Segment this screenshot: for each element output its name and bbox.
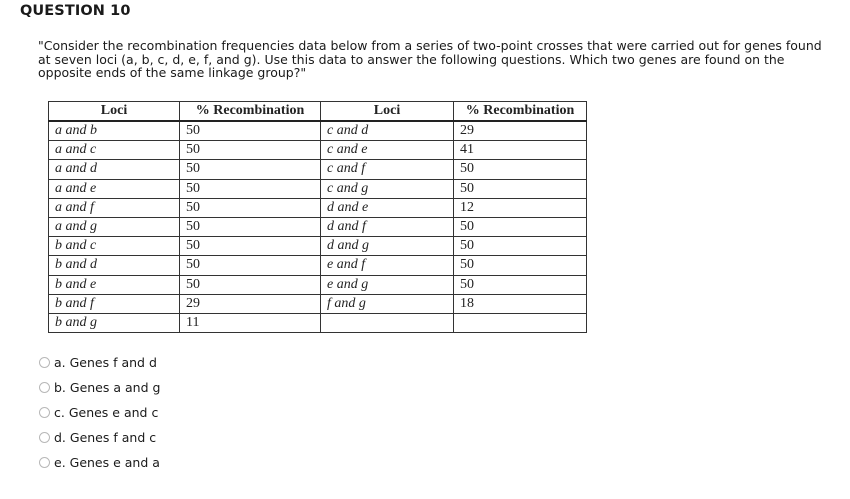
cell-loci-1: a and f — [49, 198, 180, 217]
cell-recombination-1: 50 — [180, 179, 321, 198]
cell-recombination-2: 50 — [454, 217, 587, 236]
question-title: QUESTION 10 — [20, 3, 131, 19]
cell-recombination-1: 50 — [180, 198, 321, 217]
cell-recombination-2: 18 — [454, 294, 587, 313]
cell-loci-1: b and g — [49, 313, 180, 332]
table-row — [49, 198, 587, 217]
table-row — [49, 121, 587, 141]
table-row — [49, 275, 587, 294]
cell-recombination-2: 50 — [454, 179, 587, 198]
cell-loci-1: b and d — [49, 256, 180, 275]
cell-recombination-1: 50 — [180, 275, 321, 294]
cell-loci-2: d and f — [321, 217, 454, 236]
cell-loci-1: b and e — [49, 275, 180, 294]
option-label: d. Genes f and c — [54, 430, 157, 445]
table-row — [49, 179, 587, 198]
answer-option[interactable] — [39, 400, 160, 425]
cell-loci-2: c and d — [321, 121, 454, 141]
cell-recombination-1: 50 — [180, 217, 321, 236]
table-row — [49, 256, 587, 275]
cell-loci-1: a and d — [49, 160, 180, 179]
header-loci-2: Loci — [321, 102, 454, 122]
radio-button[interactable] — [39, 407, 50, 418]
header-recombination-2: % Recombination — [454, 102, 587, 122]
header-loci-1: Loci — [49, 102, 180, 122]
question-text: "Consider the recombination frequencies data below from a series of two-point crosses that were carried out for genes found at seven loci (a, b, c, d, e, f, and g). Use this data to answer the following questions. Which two genes are found on the opposite ends of the same linkage group?" — [38, 38, 822, 81]
table-row — [49, 237, 587, 256]
cell-recombination-2: 50 — [454, 256, 587, 275]
answer-option[interactable] — [39, 375, 160, 400]
answer-option[interactable] — [39, 425, 160, 450]
table-body — [49, 121, 587, 333]
option-label: a. Genes f and d — [54, 355, 157, 370]
option-label: b. Genes a and g — [54, 380, 161, 395]
cell-loci-2: e and f — [321, 256, 454, 275]
cell-recombination-2: 50 — [454, 160, 587, 179]
cell-loci-2 — [321, 313, 454, 332]
answer-option[interactable] — [39, 450, 160, 475]
table-row — [49, 160, 587, 179]
cell-loci-1: b and f — [49, 294, 180, 313]
answer-options — [39, 350, 160, 475]
cell-recombination-1: 50 — [180, 141, 321, 160]
cell-recombination-2 — [454, 313, 587, 332]
cell-loci-2: c and g — [321, 179, 454, 198]
cell-recombination-2: 50 — [454, 237, 587, 256]
table-row — [49, 217, 587, 236]
cell-loci-1: a and g — [49, 217, 180, 236]
table-row — [49, 313, 587, 332]
radio-button[interactable] — [39, 457, 50, 468]
radio-button[interactable] — [39, 357, 50, 368]
cell-recombination-2: 50 — [454, 275, 587, 294]
option-label: c. Genes e and c — [54, 405, 159, 420]
option-label: e. Genes e and a — [54, 455, 160, 470]
recombination-table — [48, 101, 587, 333]
radio-button[interactable] — [39, 432, 50, 443]
cell-loci-2: e and g — [321, 275, 454, 294]
table-row — [49, 141, 587, 160]
cell-recombination-2: 12 — [454, 198, 587, 217]
cell-recombination-1: 50 — [180, 237, 321, 256]
cell-loci-2: d and e — [321, 198, 454, 217]
cell-loci-1: a and e — [49, 179, 180, 198]
cell-recombination-1: 50 — [180, 121, 321, 141]
cell-loci-2: f and g — [321, 294, 454, 313]
header-recombination-1: % Recombination — [180, 102, 321, 122]
radio-button[interactable] — [39, 382, 50, 393]
answer-option[interactable] — [39, 350, 160, 375]
cell-recombination-1: 50 — [180, 160, 321, 179]
cell-recombination-1: 11 — [180, 313, 321, 332]
table-row — [49, 294, 587, 313]
cell-recombination-1: 29 — [180, 294, 321, 313]
cell-loci-1: a and b — [49, 121, 180, 141]
cell-loci-2: d and g — [321, 237, 454, 256]
table-header-row — [49, 102, 587, 122]
cell-loci-2: c and f — [321, 160, 454, 179]
cell-loci-1: a and c — [49, 141, 180, 160]
cell-recombination-2: 29 — [454, 121, 587, 141]
cell-recombination-2: 41 — [454, 141, 587, 160]
cell-recombination-1: 50 — [180, 256, 321, 275]
cell-loci-2: c and e — [321, 141, 454, 160]
cell-loci-1: b and c — [49, 237, 180, 256]
